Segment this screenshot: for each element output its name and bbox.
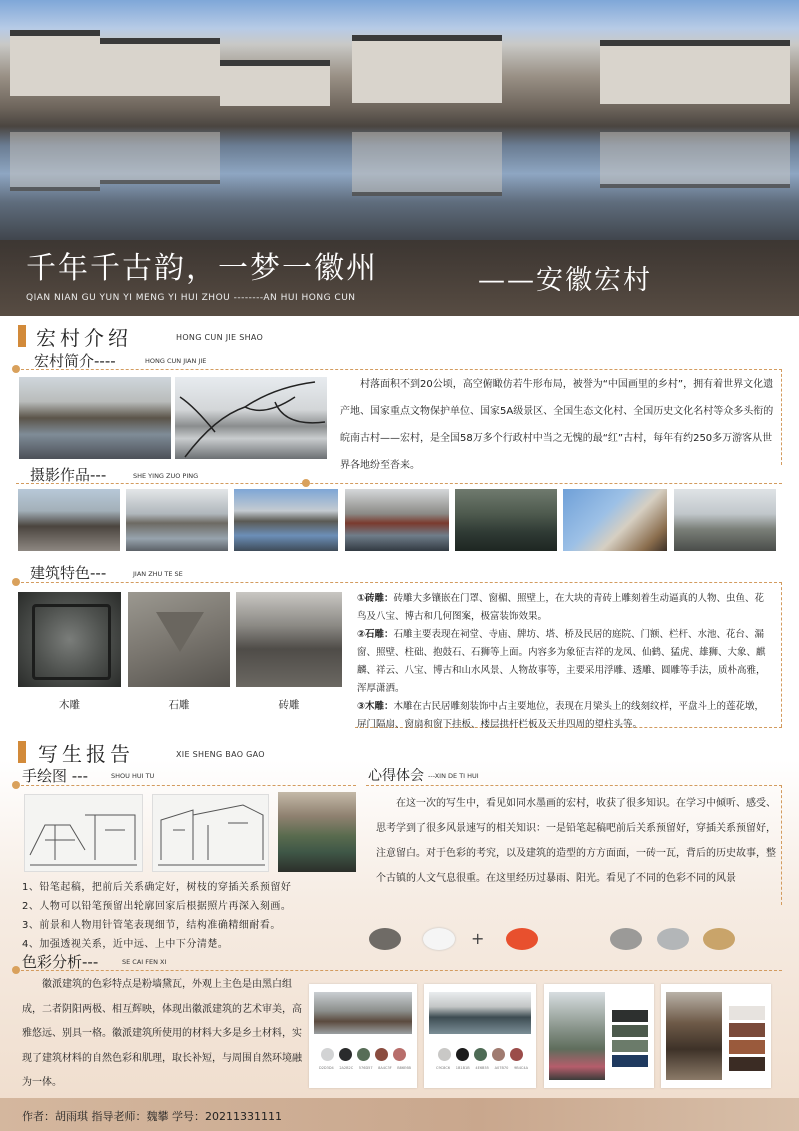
sketch-steps <box>22 878 357 954</box>
palette-codes <box>436 1066 528 1070</box>
divider <box>16 970 782 971</box>
section-en-intro: HONG CUN JIE SHAO <box>176 333 264 342</box>
carving-frame <box>32 604 111 680</box>
color-swatch-gray <box>369 928 401 950</box>
arch-subtitle-en: JIAN ZHU TE SE <box>133 570 183 578</box>
palette-card-2 <box>424 984 536 1088</box>
divider <box>781 369 782 465</box>
palette-code: 2A2B2C <box>339 1066 354 1070</box>
arch-item-text: 木雕在古民居雕刻装饰中占主要地位，表现在月梁头上的线刻纹样，平盘斗上的莲花墩，屏门隔扇、窗扇和窗下挂板、楼层拱杆栏板及天井四周的望柱头等。 <box>357 701 765 730</box>
gallery-photo-2 <box>126 489 228 551</box>
divider <box>16 369 782 370</box>
gallery-photo-3 <box>234 489 338 551</box>
reflection-shape <box>100 132 220 184</box>
sketch-step: 2、人物可以铅笔预留出轮廓回家后根据照片再深入刻画。 <box>22 901 292 912</box>
palette-code: 8A4C3F <box>378 1066 392 1070</box>
photos-subtitle: 摄影作品--- <box>30 466 107 484</box>
caption-stone: 石雕 <box>168 699 190 711</box>
building-shape <box>220 60 330 106</box>
divider-dot <box>12 578 20 586</box>
color-text: 徽派建筑的色彩特点是粉墙黛瓦，外观上主色是由黑白组成，二者阴阳两极、相互辉映，体现出徽派建筑的艺术审美，高雅悠远、别具一格。徽派建筑所使用的材料大多是乡土材料，实现了建筑材料的自然色彩和肌理，取长补短，与周围自然环境融为一体。 <box>22 979 302 1088</box>
divider-dot <box>12 781 20 789</box>
palette-photo <box>314 992 412 1034</box>
intro-subtitle: 宏村简介---- <box>34 352 116 370</box>
palette-dot <box>393 1048 406 1061</box>
gallery-photo-7 <box>674 489 776 551</box>
section-marker <box>18 325 26 347</box>
sketch-step: 3、前景和人物用针管笔表现细节，结构准确精细耐看。 <box>22 920 281 931</box>
brick-carving-photo <box>236 592 342 687</box>
palette-code: 1B1B1B <box>455 1066 470 1070</box>
caption-wood: 木雕 <box>59 699 80 711</box>
sketch-subtitle-en: SHOU HUI TU <box>111 772 155 780</box>
sketch-step: 4、加强透视关系，近中远、上中下分清楚。 <box>22 939 229 950</box>
palette-photo <box>666 992 722 1080</box>
sketch-reference-photo <box>278 792 356 872</box>
palette-code: D2D3D4 <box>319 1066 334 1070</box>
divider <box>16 785 356 786</box>
reflection-shape <box>10 132 100 191</box>
palette-card-3 <box>544 984 654 1088</box>
building-shape <box>352 35 502 103</box>
arch-item-label: ②石雕： <box>357 629 394 640</box>
sketch-subtitle: 手绘图 --- <box>22 767 89 785</box>
palette-code: C9C8C6 <box>436 1066 451 1070</box>
palette-code: 576D57 <box>358 1066 373 1070</box>
intro-photo-1 <box>19 377 171 459</box>
arch-item-stone <box>357 626 773 698</box>
reflection-shape <box>600 132 790 188</box>
palette-block <box>729 1006 765 1020</box>
palette-dot <box>474 1048 487 1061</box>
palette-block <box>612 1055 648 1067</box>
sketch-step: 1、铅笔起稿，把前后关系确定好，树枝的穿插关系预留好 <box>22 882 292 893</box>
divider <box>781 582 782 727</box>
section-marker <box>18 741 26 763</box>
arch-item-brick <box>357 590 773 626</box>
arch-subtitle: 建筑特色--- <box>30 564 107 582</box>
palette-dot <box>510 1048 523 1061</box>
palette-dot <box>492 1048 505 1061</box>
plus-sign: + <box>471 929 485 948</box>
arch-item-label: ①砖雕： <box>357 593 394 604</box>
divider <box>16 582 782 583</box>
palette-dot <box>375 1048 388 1061</box>
footer-credits: 作者：胡雨琪 指导老师：魏攀 学号：20211331111 <box>22 1110 282 1123</box>
feeling-text: 在这一次的写生中，看见如同水墨画的宏村，收获了很多知识。在学习中倾听、感受、思考学到了很多风景速写的相关知识：一是铅笔起稿吧前后关系预留好，穿插关系预留好，注意留白。对于色彩的考究，以及建筑的造型的方方面面，一砖一瓦，背后的历史故事，整个古镇的人文气息很重。在这里经历过暴雨、阳光。看见了不同的色彩不同的风景 <box>376 798 776 884</box>
intro-photo-2 <box>175 377 327 459</box>
section-title-intro: 宏村介绍 <box>36 326 132 350</box>
color-swatch-slate <box>657 928 689 950</box>
color-swatch-stone <box>610 928 642 950</box>
color-swatch-white <box>423 928 455 950</box>
section-en-report: XIE SHENG BAO GAO <box>176 750 265 759</box>
divider-dot <box>12 365 20 373</box>
arch-item-text: 石雕主要表现在祠堂、寺庙、牌坊、塔、桥及民居的庭院、门额、栏杆、水池、花台、漏窗、照壁、柱础、抱鼓石、石狮等上面。内容多为象征吉祥的龙凤、仙鹤、猛虎、雄狮、大象、麒麟、祥云、八宝、博古和山水风景、人物故事等，主要采用浮雕、透雕、圆雕等手法，质朴高雅，浑厚潇洒。 <box>357 629 766 694</box>
building-shape <box>100 38 220 96</box>
feeling-subtitle: 心得体会 <box>368 768 424 784</box>
palette-block <box>612 1025 648 1037</box>
feeling-subtitle-en: ---XIN DE TI HUI <box>428 772 479 780</box>
palette-dot <box>456 1048 469 1061</box>
color-swatch-red <box>506 928 538 950</box>
building-shape <box>10 30 100 96</box>
palette-block <box>612 1010 648 1022</box>
hero-subtitle: ——安徽宏村 <box>478 265 652 296</box>
divider-dot <box>302 479 310 487</box>
palette-block <box>612 1040 648 1052</box>
gallery-photo-5 <box>455 489 557 551</box>
building-shape <box>600 40 790 104</box>
palette-code: 9B4C4A <box>514 1066 528 1070</box>
tree-branches-graphic <box>175 377 327 459</box>
intro-text: 村落面积不到20公顷，高空俯瞰仿若牛形布局，被誉为“中国画里的乡村”，拥有着世界文化遗产地、国家重点文物保护单位、国家5A级景区、全国生态文化村、全国历史文化名村等众多头衔的皖南古村——宏村，是全国58万多个行政村中当之无愧的最“红”古村，每年有约250多万游客从世界各地纷至沓来。 <box>340 379 774 471</box>
palette-dot <box>357 1048 370 1061</box>
palette-code: B86E6B <box>397 1066 411 1070</box>
divider <box>16 483 782 484</box>
palette-codes <box>319 1066 411 1070</box>
arch-items <box>357 590 773 734</box>
gallery-photo-6 <box>563 489 667 551</box>
arch-item-label: ③木雕： <box>357 701 394 712</box>
palette-dot <box>438 1048 451 1061</box>
palette-code: 4E6B55 <box>475 1066 489 1070</box>
sketch-drawing-2 <box>152 794 269 872</box>
palette-block <box>729 1057 765 1071</box>
intro-subtitle-en: HONG CUN JIAN JIE <box>145 357 207 365</box>
palette-dot <box>321 1048 334 1061</box>
sketch-drawing-1 <box>24 794 143 872</box>
arch-item-wood <box>357 698 773 734</box>
hero-title: 千年千古韵，一梦一徽州 <box>26 251 378 286</box>
palette-dot <box>339 1048 352 1061</box>
wood-carving-photo <box>18 592 121 687</box>
divider-dot <box>12 966 20 974</box>
palette-block <box>729 1023 765 1037</box>
hero-pinyin: QIAN NIAN GU YUN YI MENG YI HUI ZHOU --------AN HUI HONG CUN <box>26 293 356 303</box>
color-subtitle-en: SE CAI FEN XI <box>122 958 167 966</box>
carving-shape <box>156 612 204 652</box>
reflection-shape <box>352 132 502 196</box>
palette-photo <box>549 992 605 1080</box>
palette-code: A07B70 <box>494 1066 509 1070</box>
palette-photo <box>429 992 531 1034</box>
photos-subtitle-en: SHE YING ZUO PING <box>133 472 199 480</box>
divider <box>781 785 782 905</box>
palette-card-1 <box>309 984 417 1088</box>
gallery-photo-4 <box>345 489 449 551</box>
section-title-report: 写生报告 <box>38 742 134 766</box>
color-subtitle: 色彩分析--- <box>22 953 99 971</box>
sketch-lines-graphic <box>25 795 142 871</box>
stone-carving-photo <box>128 592 230 687</box>
color-swatch-wood <box>703 928 735 950</box>
arch-item-text: 砖雕大多镶嵌在门罩、窗楣、照壁上，在大块的青砖上雕刻着生动逼真的人物、虫鱼、花鸟及八宝、博古和几何图案，极富装饰效果。 <box>357 593 765 622</box>
palette-block <box>729 1040 765 1054</box>
gallery-photo-1 <box>18 489 120 551</box>
palette-card-4 <box>661 984 771 1088</box>
caption-brick: 砖雕 <box>278 699 300 711</box>
divider <box>366 785 782 786</box>
sketch-lines-graphic <box>153 795 268 871</box>
